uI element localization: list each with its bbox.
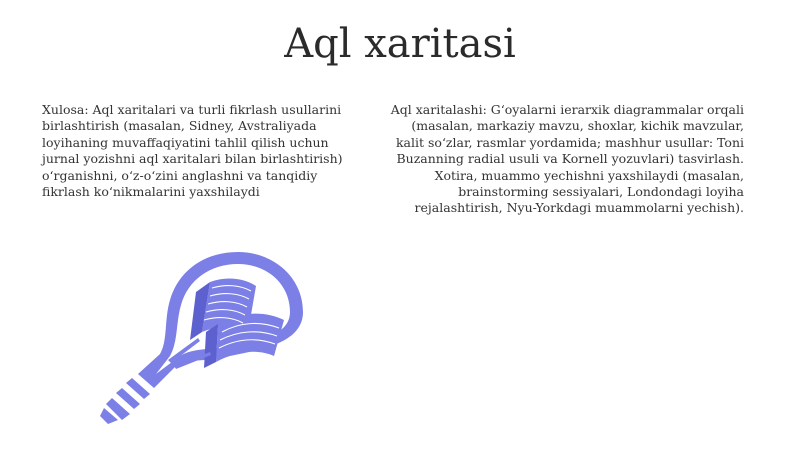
lightbulb-book-icon <box>98 252 314 424</box>
definition-text: Aql xaritalashi: G‘oyalarni ierarxik diagrammalar orqali (masalan, markaziy mavzu, shoxlar, kichik mavzular, kalit so‘zlar, rasmlar yordamida; mashhur usullar: Toni Buzanning radial usuli va Kornell yozuvlari) tasvirlash. Xotira, muammo yechishni yaxshilaydi (masalan, brainstorming sessiyalari, Londondagi loyiha rejalashtirish, Nyu-Yorkdagi muammolarni yechish). <box>390 102 744 216</box>
slide-title: Aql xaritasi <box>284 21 516 67</box>
summary-text: Xulosa: Aql xaritalari va turli fikrlash usullarini birlashtirish (masalan, Sidney, Avstraliyada loyihaning muvaffaqiyatini tahlil qilish uchun jurnal yozishni aql xaritalari bilan birlashtirish) o‘rganishni, o‘z-o‘zini anglashni va tanqidiy fikrlash ko‘nikmalarini yaxshilaydi <box>42 102 343 200</box>
